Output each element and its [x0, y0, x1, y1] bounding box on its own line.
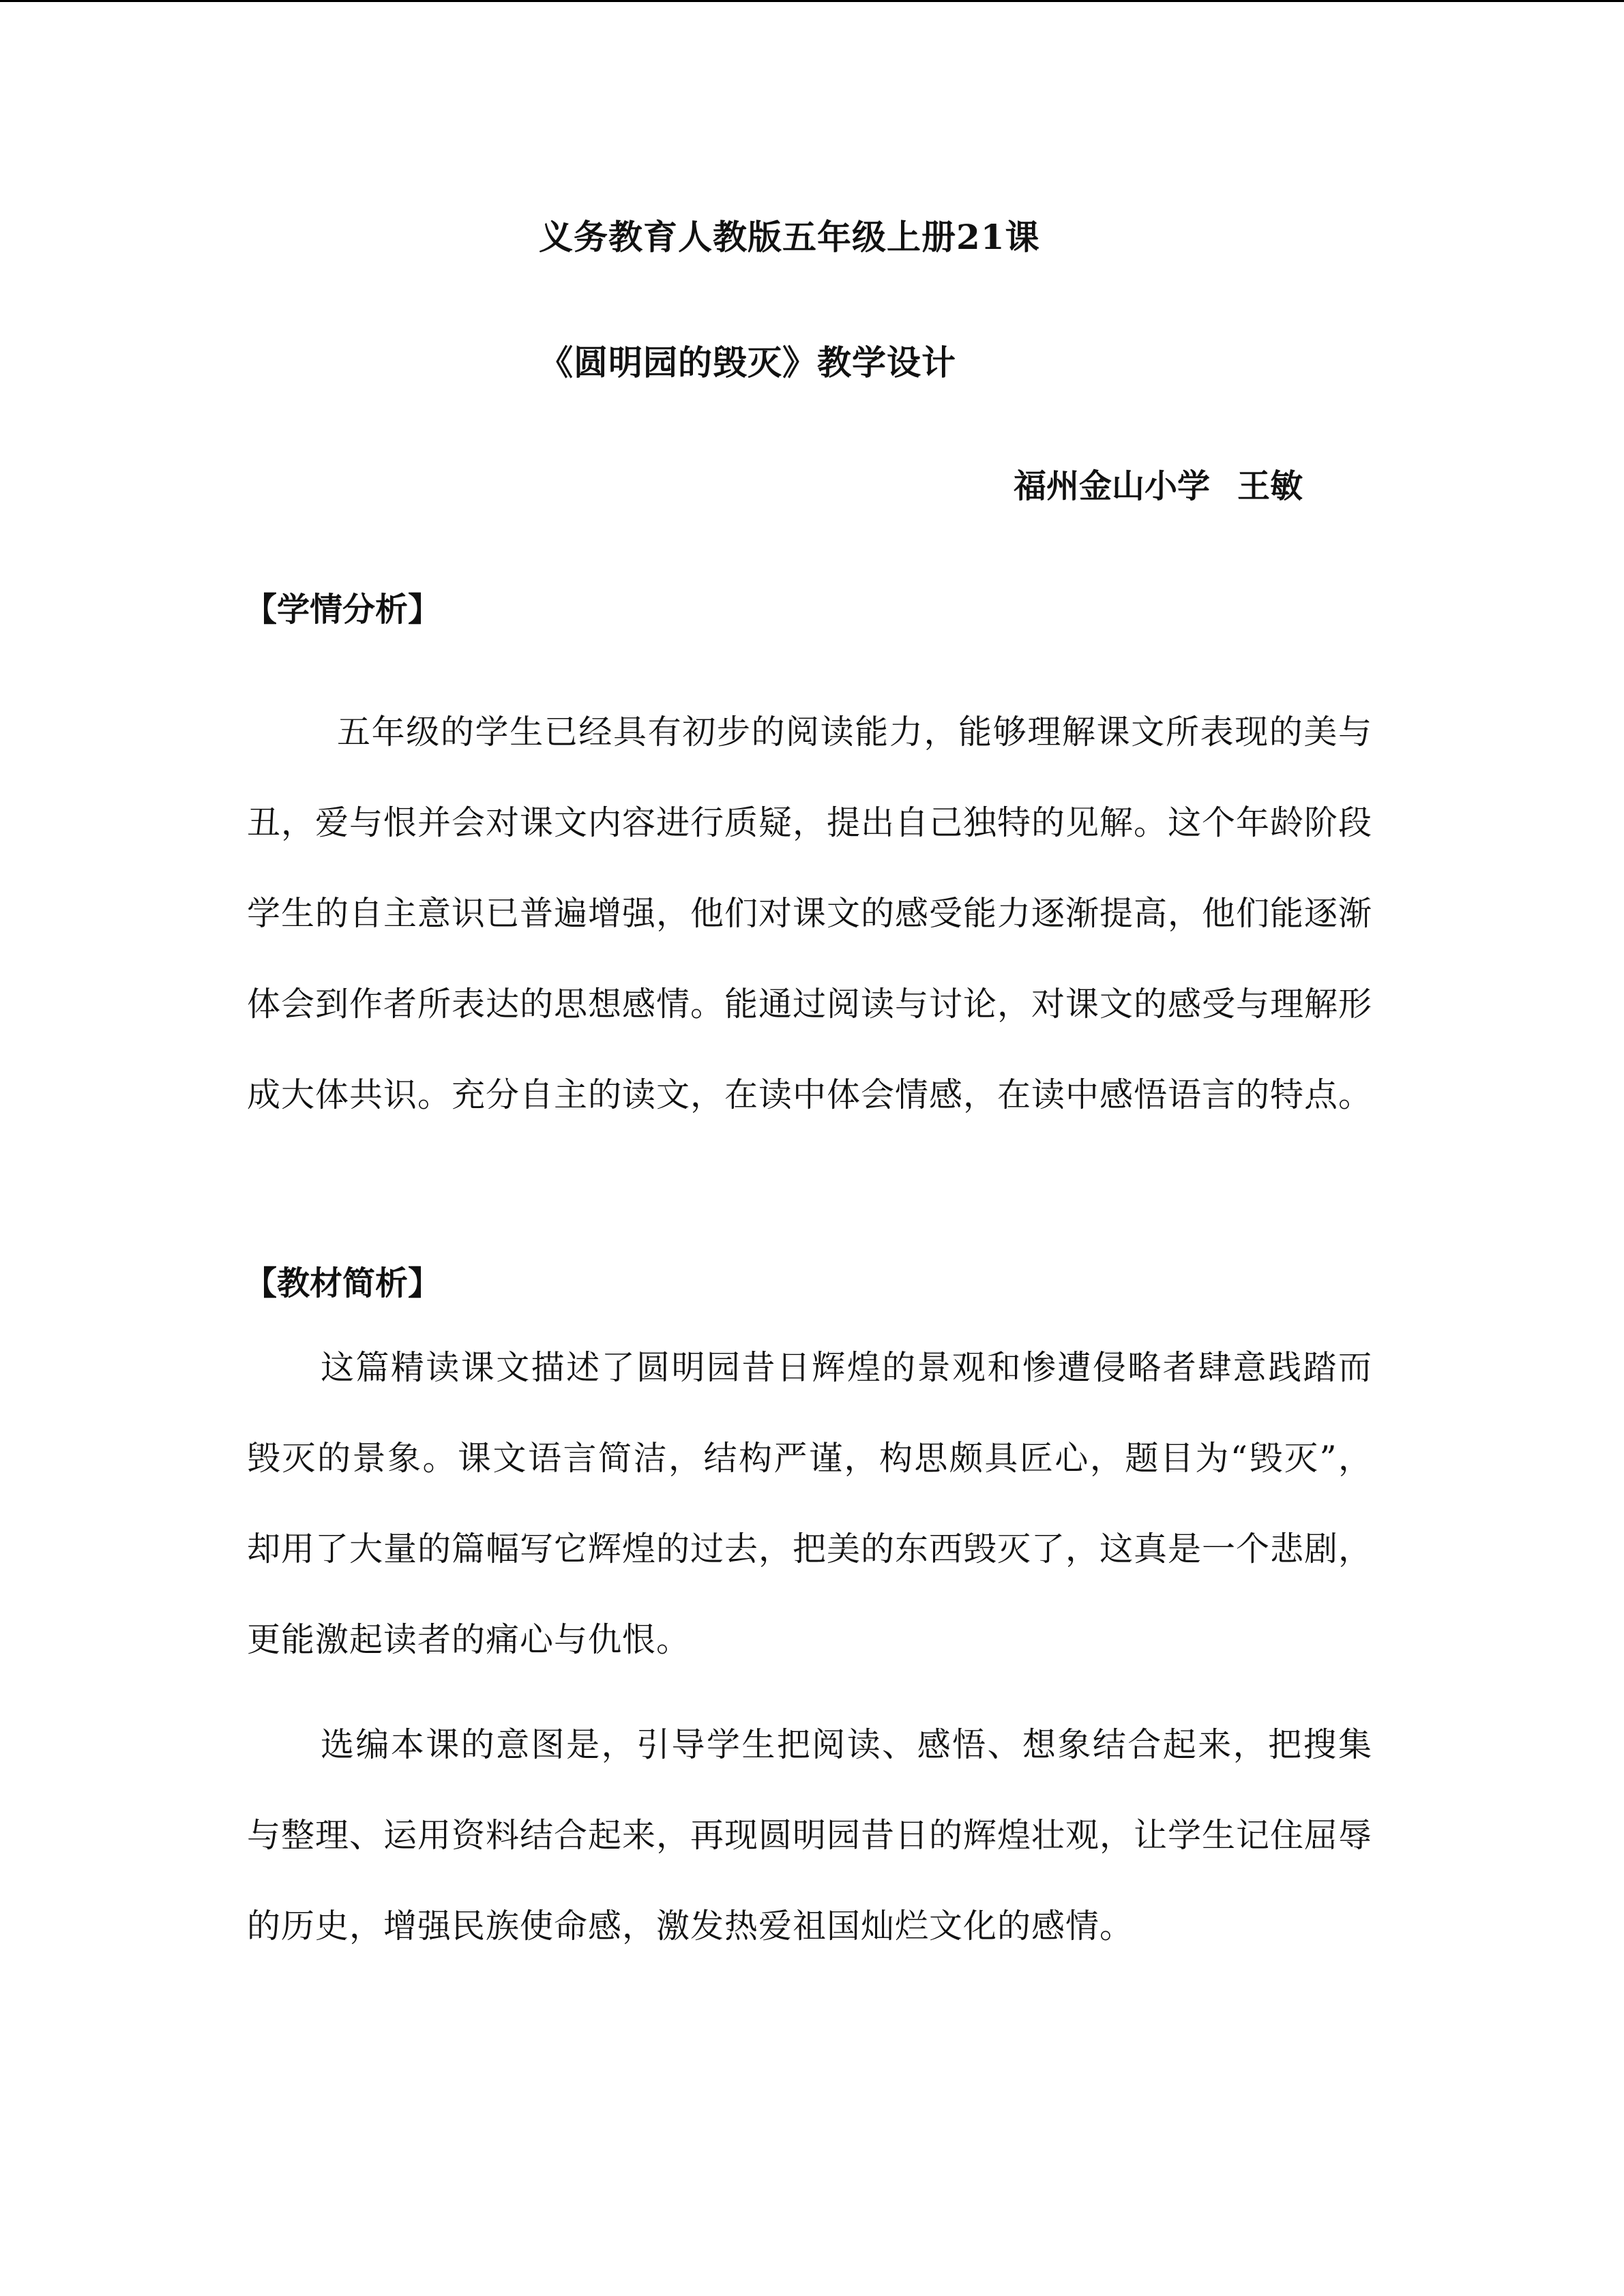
author-line [1014, 466, 1303, 507]
document-title-course: 义务教育人教版五年级上册21课 [539, 217, 1040, 257]
student-analysis-paragraph: 五年级的学生已经具有初步的阅读能力，能够理解课文所表现的美与丑，爱与恨并会对课文内容进行质疑，提出自己独特的见解。这个年龄阶段学生的自主意识已普遍增强，他们对课文的感受能力逐渐提高，他们能逐渐体会到作者所表达的思想感情。能通过阅读与讨论，对课文的感受与理解形成大体共识。充分自主的读文，在读中体会情感，在读中感悟语言的特点。 [247, 713, 1373, 1114]
textbook-analysis-paragraph-2: 选编本课的意图是，引导学生把阅读、感悟、想象结合起来，把搜集与整理、运用资料结合起来，再现圆明园昔日的辉煌壮观，让学生记住屈辱的历史，增强民族使命感，激发热爱祖国灿烂文化的感情。 [247, 1725, 1373, 1945]
author-name: 王敏 [1237, 467, 1303, 505]
section-heading-textbook-analysis: 【教材简析】 [244, 1264, 441, 1302]
document-title-lesson: 《圆明园的毁灭》教学设计 [539, 342, 956, 383]
section-heading-student-analysis: 【学情分析】 [244, 591, 441, 629]
author-school: 福州金山小学 [1014, 467, 1211, 505]
textbook-analysis-paragraph-1: 这篇精读课文描述了圆明园昔日辉煌的景观和惨遭侵略者肆意践踏而毁灭的景象。课文语言简洁，结构严谨，构思颇具匠心，题目为“毁灭”，却用了大量的篇幅写它辉煌的过去，把美的东西毁灭了，这真是一个悲剧，更能激起读者的痛心与仇恨。 [247, 1348, 1373, 1659]
